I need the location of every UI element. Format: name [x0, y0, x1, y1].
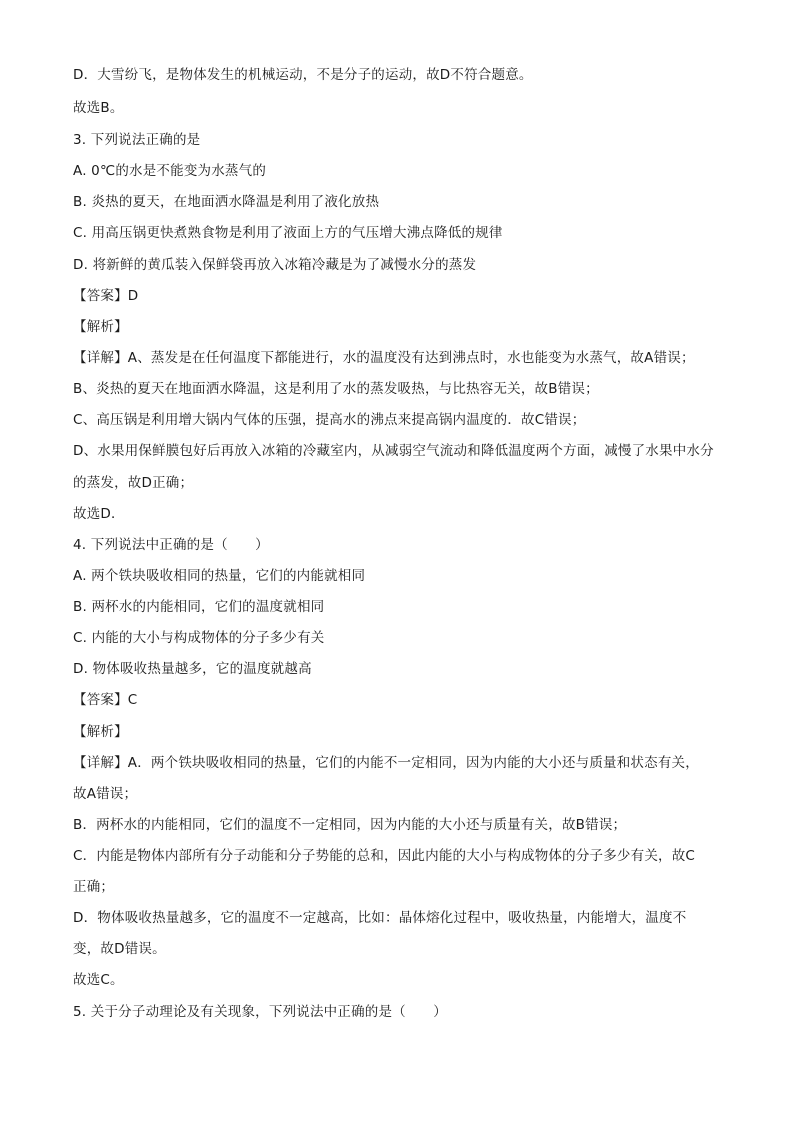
option-d: D. 物体吸收热量越多，它的温度就越高: [73, 661, 312, 677]
choice-line: 故选D．: [73, 506, 125, 522]
explanation-line: 【详解】A、蒸发是在任何温度下都能进行，水的温度没有达到沸点时，水也能变为水蒸气，故A错误；: [73, 350, 695, 366]
explanation-line: B．两杯水的内能相同，它们的温度不一定相同，因为内能的大小还与质量有关，故B错误；: [73, 817, 627, 833]
option-c: C. 内能的大小与构成物体的分子多少有关: [73, 630, 325, 646]
option-a: A. 两个铁块吸收相同的热量，它们的内能就相同: [73, 568, 366, 584]
answer-label: 【答案】C: [73, 692, 138, 708]
explanation-line: 【详解】A．两个铁块吸收相同的热量，它们的内能不一定相同，因为内能的大小还与质量和状态有关，: [73, 755, 699, 771]
explanation-line: D．物体吸收热量越多，它的温度不一定越高，比如：晶体熔化过程中，吸收热量，内能增大，温度不: [73, 910, 687, 926]
choice-line: 故选C。: [73, 972, 124, 988]
explanation-line: B、炎热的夏天在地面洒水降温，这是利用了水的蒸发吸热，与比热容无关，故B错误；: [73, 381, 599, 397]
explanation-line: 故A错误；: [73, 786, 138, 802]
text-line: D．大雪纷飞，是物体发生的机械运动，不是分子的运动，故D不符合题意。: [73, 67, 533, 83]
question-3-stem: 3. 下列说法正确的是: [73, 132, 201, 148]
option-a: A. 0℃的水是不能变为水蒸气的: [73, 163, 267, 179]
explanation-line: 的蒸发，故D正确；: [73, 475, 194, 491]
explanation-line: 变，故D错误。: [73, 941, 166, 957]
option-b: B. 两杯水的内能相同，它们的温度就相同: [73, 599, 325, 615]
option-d: D. 将新鲜的黄瓜装入保鲜袋再放入冰箱冷藏是为了减慢水分的蒸发: [73, 257, 477, 273]
option-c: C. 用高压锅更快煮熟食物是利用了液面上方的气压增大沸点降低的规律: [73, 225, 503, 241]
explanation-line: C、高压锅是利用增大锅内气体的压强，提高水的沸点来提高锅内温度的．故C错误；: [73, 412, 586, 428]
analysis-label: 【解析】: [73, 724, 128, 740]
question-4-stem: 4. 下列说法中正确的是（ ）: [73, 537, 269, 553]
explanation-line: C．内能是物体内部所有分子动能和分子势能的总和，因此内能的大小与构成物体的分子多少有关，故C: [73, 848, 696, 864]
explanation-line: 正确；: [73, 879, 115, 895]
explanation-line: D、水果用保鲜膜包好后再放入冰箱的冷藏室内，从减弱空气流动和降低温度两个方面，减慢了水果中水分: [73, 443, 714, 459]
option-b: B. 炎热的夏天，在地面洒水降温是利用了液化放热: [73, 194, 380, 210]
question-5-stem: 5. 关于分子动理论及有关现象，下列说法中正确的是（ ）: [73, 1004, 447, 1020]
answer-label: 【答案】D: [73, 288, 139, 304]
text-line: 故选B。: [73, 100, 124, 116]
analysis-label: 【解析】: [73, 319, 128, 335]
